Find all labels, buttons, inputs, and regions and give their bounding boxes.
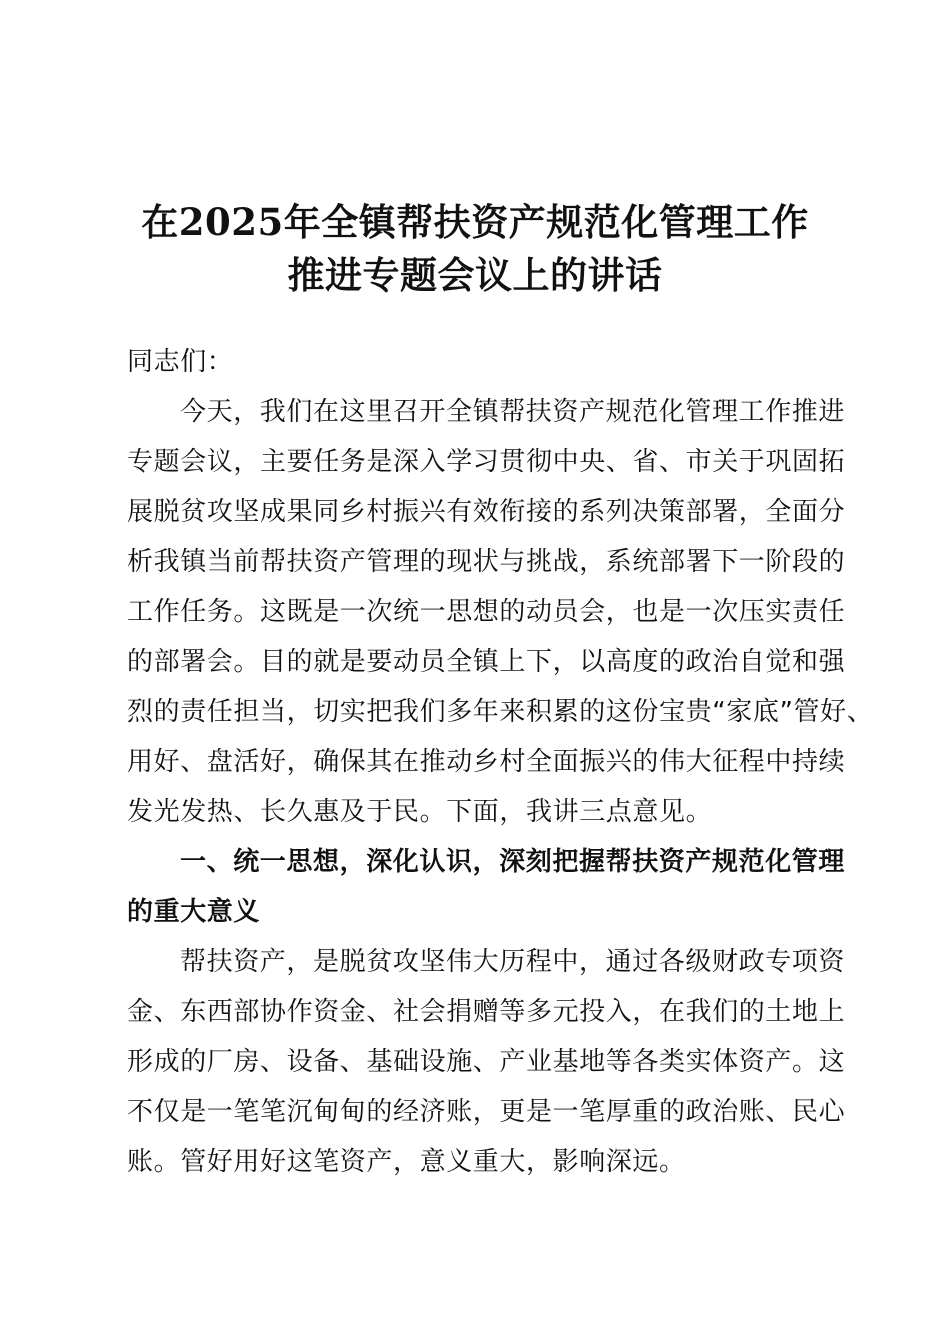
paragraph-line: 展脱贫攻坚成果同乡村振兴有效衔接的系列决策部署，全面分	[127, 497, 846, 527]
paragraph-line: 工作任务。这既是一次统一思想的动员会，也是一次压实责任	[127, 597, 846, 627]
paragraph-line: 不仅是一笔笔沉甸甸的经济账，更是一笔厚重的政治账、民心	[127, 1097, 846, 1127]
document-title-line-1: 在2025年全镇帮扶资产规范化管理工作	[141, 200, 809, 244]
paragraph-line: 析我镇当前帮扶资产管理的现状与挑战，系统部署下一阶段的	[127, 547, 846, 577]
paragraph-line: 帮扶资产，是脱贫攻坚伟大历程中，通过各级财政专项资	[180, 947, 846, 977]
paragraph-line: 烈的责任担当，切实把我们多年来积累的这份宝贵“家底”管好、	[127, 697, 874, 727]
paragraph-line: 用好、盘活好，确保其在推动乡村全面振兴的伟大征程中持续	[127, 747, 846, 777]
section-heading-line-1: 一、统一思想，深化认识，深刻把握帮扶资产规范化管理	[180, 847, 846, 877]
paragraph-line: 今天，我们在这里召开全镇帮扶资产规范化管理工作推进	[180, 397, 846, 427]
paragraph-line: 形成的厂房、设备、基础设施、产业基地等各类实体资产。这	[127, 1047, 846, 1077]
salutation: 同志们：	[127, 347, 234, 377]
document-title-line-2: 推进专题会议上的讲话	[287, 253, 663, 297]
paragraph-line: 金、东西部协作资金、社会捐赠等多元投入，在我们的土地上	[127, 997, 846, 1027]
section-heading-line-2: 的重大意义	[127, 897, 261, 927]
paragraph-line: 发光发热、长久惠及于民。下面，我讲三点意见。	[127, 797, 713, 827]
paragraph-line: 的部署会。目的就是要动员全镇上下，以高度的政治自觉和强	[127, 647, 846, 677]
paragraph-line: 账。管好用好这笔资产，意义重大，影响深远。	[127, 1147, 686, 1177]
paragraph-line: 专题会议，主要任务是深入学习贯彻中央、省、市关于巩固拓	[127, 447, 846, 477]
